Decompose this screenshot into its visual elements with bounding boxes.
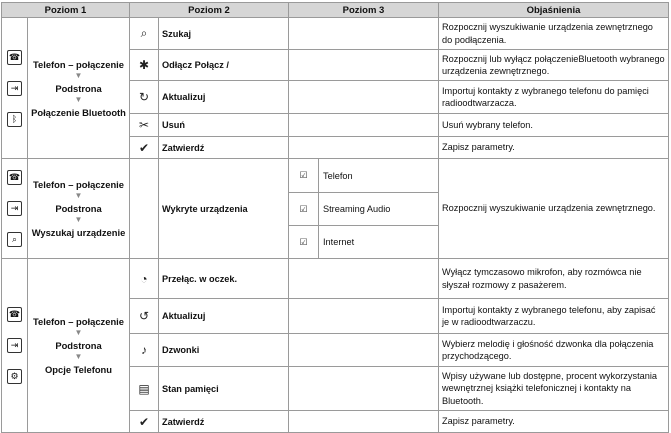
menu-item-label: Dzwonki bbox=[159, 334, 289, 367]
table-row bbox=[2, 18, 669, 50]
level3-empty bbox=[289, 367, 439, 411]
path-step: Podstrona bbox=[55, 203, 102, 214]
arrow-down-icon: ▼ bbox=[74, 328, 83, 337]
level3-empty bbox=[289, 81, 439, 114]
level3-empty bbox=[289, 50, 439, 81]
header-level3: Poziom 3 bbox=[289, 3, 439, 18]
search-bluetooth-icon: ⌕ bbox=[7, 232, 22, 247]
explanation-text: Wybierz melodię i głośność dzwonka dla połączenia przychodzącego. bbox=[439, 334, 669, 367]
delete-icon: ✂ bbox=[130, 114, 159, 137]
explanation-text: Wyłącz tymczasowo mikrofon, aby rozmówca nie słyszał rozmowy z pasażerem. bbox=[439, 259, 669, 299]
checkbox-icon: ☑ bbox=[289, 193, 319, 226]
phone-icon: ☎ bbox=[7, 170, 22, 185]
menu-item-label: Usuń bbox=[159, 114, 289, 137]
header-level2: Poziom 2 bbox=[130, 3, 289, 18]
option-label: Internet bbox=[319, 226, 439, 259]
bluetooth-icon: ᛒ bbox=[7, 112, 22, 127]
section1-path bbox=[28, 18, 130, 159]
option-label: Streaming Audio bbox=[319, 193, 439, 226]
level3-empty bbox=[289, 299, 439, 334]
menu-item-label: Aktualizuj bbox=[159, 81, 289, 114]
path-step: Opcje Telefonu bbox=[44, 364, 113, 375]
arrow-down-icon: ▼ bbox=[74, 191, 83, 200]
arrow-down-icon: ▼ bbox=[74, 215, 83, 224]
explanation-text: Wpisy używane lub dostępne, procent wykorzystania wewnętrznej książki telefonicznej i kontakty na Bluetooth. bbox=[439, 367, 669, 411]
explanation-text: Usuń wybrany telefon. bbox=[439, 114, 669, 137]
submenu-icon: ⇥ bbox=[7, 338, 22, 353]
refresh-icon: ↺ bbox=[130, 299, 159, 334]
arrow-down-icon: ▼ bbox=[74, 352, 83, 361]
menu-structure-table bbox=[1, 2, 669, 433]
phone-icon: ☎ bbox=[7, 50, 22, 65]
update-icon: ↻ bbox=[130, 81, 159, 114]
explanation-text: Zapisz parametry. bbox=[439, 137, 669, 159]
explanation-text: Rozpocznij lub wyłącz połączenieBluetooth wybranego urządzenia zewnętrznego. bbox=[439, 50, 669, 81]
table-row bbox=[2, 159, 669, 193]
checkbox-icon: ☑ bbox=[289, 159, 319, 193]
explanation-text: Zapisz parametry. bbox=[439, 411, 669, 433]
level3-empty bbox=[289, 18, 439, 50]
menu-item-label: Wykryte urządzenia bbox=[159, 159, 289, 259]
check-icon: ✔ bbox=[130, 137, 159, 159]
path-step: Połączenie Bluetooth bbox=[31, 106, 126, 118]
memory-status-icon: ▤ bbox=[130, 367, 159, 411]
menu-item-label: Szukaj bbox=[159, 18, 289, 50]
level3-empty bbox=[289, 259, 439, 299]
arrow-down-icon: ▼ bbox=[74, 70, 83, 80]
section1-icons bbox=[2, 18, 28, 159]
checkbox-icon: ☑ bbox=[289, 226, 319, 259]
header-explanations: Objaśnienia bbox=[439, 3, 669, 18]
explanation-text: Importuj kontakty z wybranego telefonu do pamięci radioodtwarzacza. bbox=[439, 81, 669, 114]
menu-table-container bbox=[1, 2, 669, 433]
hold-call-icon: ◔ bbox=[130, 259, 159, 299]
level3-empty bbox=[289, 411, 439, 433]
menu-item-label: Aktualizuj bbox=[159, 299, 289, 334]
option-label: Telefon bbox=[319, 159, 439, 193]
arrow-down-icon: ▼ bbox=[74, 94, 83, 104]
path-step: Podstrona bbox=[55, 82, 102, 94]
submenu-icon: ⇥ bbox=[7, 201, 22, 216]
header-row bbox=[2, 3, 669, 18]
level3-empty bbox=[289, 334, 439, 367]
phone-icon: ☎ bbox=[7, 307, 22, 322]
path-step: Wyszukaj urządzenie bbox=[31, 227, 126, 238]
search-bluetooth-icon: ⌕ bbox=[130, 18, 159, 50]
ringtone-icon: ♪ bbox=[130, 334, 159, 367]
path-step: Telefon – połączenie bbox=[33, 179, 124, 190]
explanation-text: Importuj kontakty z wybranego telefonu, aby zapisać je w radioodtwarzaczu. bbox=[439, 299, 669, 334]
check-icon: ✔ bbox=[130, 411, 159, 433]
table-row bbox=[2, 259, 669, 299]
menu-item-label: Stan pamięci bbox=[159, 367, 289, 411]
submenu-icon: ⇥ bbox=[7, 81, 22, 96]
path-step: Telefon – połączenie bbox=[33, 316, 124, 327]
phone-options-icon: ⚙ bbox=[7, 369, 22, 384]
explanation-text: Rozpocznij wyszukiwanie urządzenia zewnętrznego. bbox=[439, 159, 669, 259]
level3-empty bbox=[289, 137, 439, 159]
section3-icons bbox=[2, 259, 28, 433]
menu-item-label: Zatwierdź bbox=[159, 137, 289, 159]
section3-path bbox=[28, 259, 130, 433]
menu-item-label: Zatwierdź bbox=[159, 411, 289, 433]
menu-item-label: Przełąc. w oczek. bbox=[159, 259, 289, 299]
header-level1: Poziom 1 bbox=[2, 3, 130, 18]
connect-disconnect-icon: ✱ bbox=[130, 50, 159, 81]
path-step: Telefon – połączenie bbox=[33, 58, 124, 70]
explanation-text: Rozpocznij wyszukiwanie urządzenia zewnętrznego do podłączenia. bbox=[439, 18, 669, 50]
path-step: Podstrona bbox=[55, 340, 102, 351]
level2-icon-empty bbox=[130, 159, 159, 259]
section2-icons bbox=[2, 159, 28, 259]
section2-path bbox=[28, 159, 130, 259]
menu-item-label: Odłącz Połącz / bbox=[159, 50, 289, 81]
level3-empty bbox=[289, 114, 439, 137]
